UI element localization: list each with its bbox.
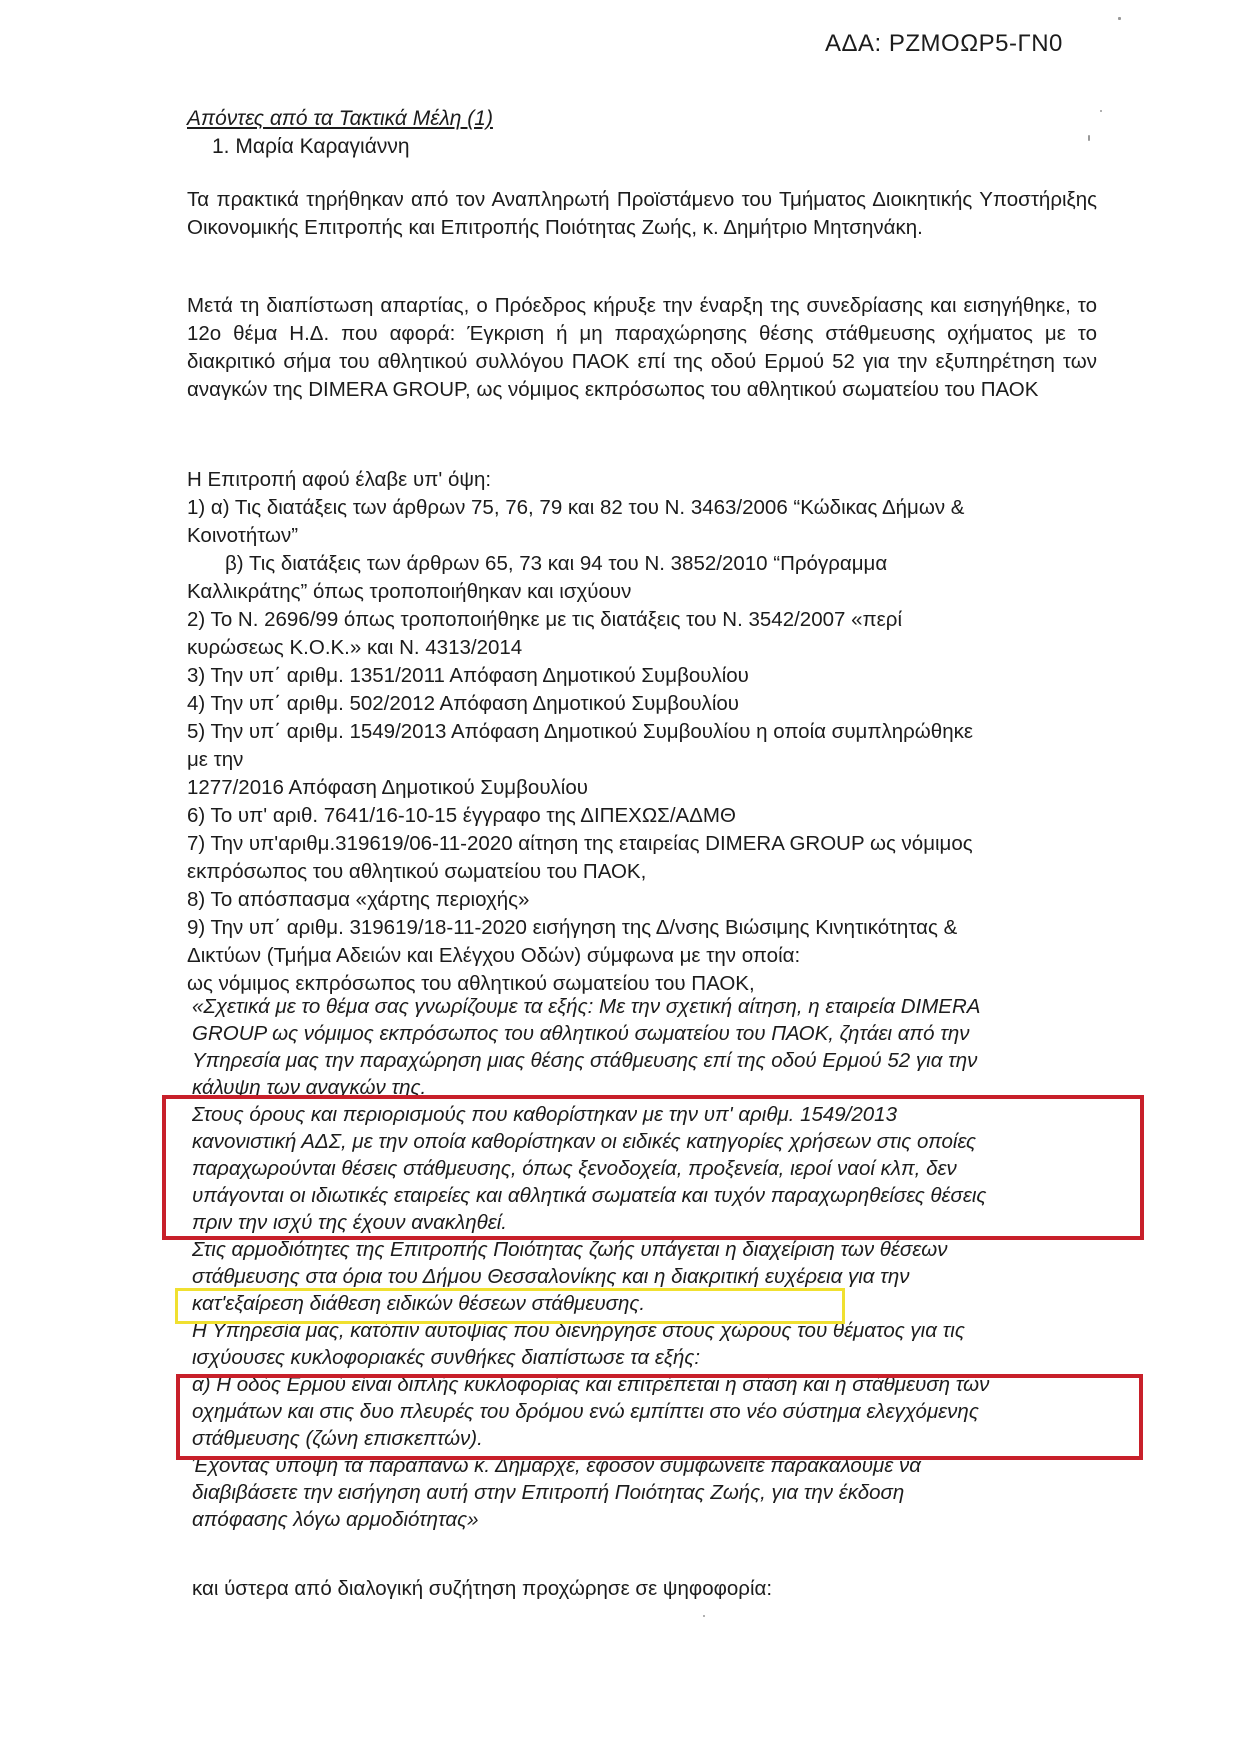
consideration-line: 2) Το Ν. 2696/99 όπως τροποποιήθηκε με τις διατάξεις του Ν. 3542/2007 «περί <box>187 608 902 631</box>
red-highlight-box-regulation <box>162 1095 1144 1240</box>
quote-line: στάθμευσης στα όρια του Δήμου Θεσσαλονίκης και η διακριτική ευχέρεια για την <box>192 1265 910 1288</box>
consideration-line: 1277/2016 Απόφαση Δημοτικού Συμβουλίου <box>187 776 588 799</box>
considerations-lead: Η Επιτροπή αφού έλαβε υπ' όψη: <box>187 468 492 491</box>
quote-line: οχημάτων και στις δυο πλευρές του δρόμου ενώ εμπίπτει στο νέο σύστημα ελεγχόμενης <box>192 1400 979 1423</box>
quote-line: GROUP ως νόμιμος εκπρόσωπος του αθλητικού σωματείου του ΠΑΟΚ, ζητάει από την <box>192 1022 970 1045</box>
quote-line: ισχύουσες κυκλοφοριακές συνθήκες διαπίστωσε τα εξής: <box>192 1346 701 1369</box>
quote-line: απόφασης λόγω αρμοδιότητας» <box>192 1508 479 1531</box>
consideration-line: εκπρόσωπος του αθλητικού σωματείου του ΠΑΟΚ, <box>187 860 647 883</box>
consideration-line: Δικτύων (Τμήμα Αδειών και Ελέγχου Οδών) σύμφωνα με την οποία: <box>187 944 801 967</box>
consideration-line: με την <box>187 748 244 771</box>
consideration-line: Κοινοτήτων” <box>187 524 299 547</box>
consideration-line: 3) Την υπ΄ αριθμ. 1351/2011 Απόφαση Δημοτικού Συμβουλίου <box>187 664 749 687</box>
session-intro-paragraph: Μετά τη διαπίστωση απαρτίας, ο Πρόεδρος κήρυξε την έναρξη της συνεδρίασης και εισηγήθηκε, το 12ο θέμα Η.Δ. που αφορά: Έγκριση ή μη παραχώρησης θέσης στάθμευσης οχήματος με το διακριτικό σήμα του αθλητικού συλλόγου ΠΑΟΚ επί της οδού Ερμού 52 για την εξυπηρέτηση των αναγκών της DIMERA GROUP, ως νόμιμος εκπρόσωπος του αθλητικού σωματείου του ΠΑΟΚ <box>187 294 1097 401</box>
quote-line: «Σχετικά με το θέμα σας γνωρίζουμε τα εξής: Με την σχετική αίτηση, η εταιρεία DIMERA <box>192 995 981 1018</box>
consideration-line: Καλλικράτης” όπως τροποποιήθηκαν και ισχύουν <box>187 580 632 603</box>
minutes-keeper-paragraph: Τα πρακτικά τηρήθηκαν από τον Αναπληρωτή Προϊστάμενο του Τμήματος Διοικητικής Υποστήριξης Οικονομικής Επιτροπής και Επιτροπής Ποιότητας Ζωής, κ. Δημήτριο Μητσηνάκη. <box>187 188 1097 239</box>
consideration-line: 7) Την υπ'αριθμ.319619/06-11-2020 αίτηση της εταιρείας DIMERA GROUP ως νόμιμος <box>187 832 973 855</box>
red-highlight-box-street <box>176 1374 1143 1460</box>
quote-line: υπάγονται οι ιδιωτικές εταιρείες και αθλητικά σωματεία και τυχόν παραχωρηθείσες θέσεις <box>192 1184 987 1207</box>
ada-code: ΑΔΑ: ΡΖΜΟΩΡ5-ΓΝ0 <box>825 30 1063 57</box>
quote-line: διαβιβάσετε την εισήγηση αυτή στην Επιτροπή Ποιότητας Ζωής, για την έκδοση <box>192 1481 905 1504</box>
quote-line: Έχοντας υπόψη τα παραπάνω κ. Δήμαρχε, εφόσον συμφωνείτε παρακαλούμε να <box>192 1454 921 1477</box>
consideration-line: 6) Το υπ' αριθ. 7641/16-10-15 έγγραφο της ΔΙΠΕΧΩΣ/ΑΔΜΘ <box>187 804 736 827</box>
consideration-line: κυρώσεως Κ.Ο.Κ.» και Ν. 4313/2014 <box>187 636 523 659</box>
quote-line: Υπηρεσία μας την παραχώρηση μιας θέσης στάθμευσης επί της οδού Ερμού 52 για την <box>192 1049 978 1072</box>
scan-speck <box>703 1615 705 1617</box>
scan-speck <box>1100 110 1102 112</box>
consideration-line: 4) Την υπ΄ αριθμ. 502/2012 Απόφαση Δημοτικού Συμβουλίου <box>187 692 740 715</box>
quote-line: Στις αρμοδιότητες της Επιτροπής Ποιότητας ζωής υπάγεται η διαχείριση των θέσεων <box>192 1238 948 1261</box>
quote-line: κατ'εξαίρεση διάθεση ειδικών θέσεων στάθμευσης. <box>192 1292 646 1315</box>
consideration-line: 9) Την υπ΄ αριθμ. 319619/18-11-2020 εισήγηση της Δ/νσης Βιώσιμης Κινητικότητας & <box>187 916 958 939</box>
quote-line: Στους όρους και περιορισμούς που καθορίστηκαν με την υπ' αριθμ. 1549/2013 <box>192 1103 897 1126</box>
absent-member-1: 1. Μαρία Καραγιάννη <box>212 135 410 158</box>
consideration-line: 5) Την υπ΄ αριθμ. 1549/2013 Απόφαση Δημοτικού Συμβουλίου η οποία συμπληρώθηκε <box>187 720 973 743</box>
quote-line: κανονιστική ΑΔΣ, με την οποία καθορίστηκαν οι ειδικές κατηγορίες χρήσεων στις οποίες <box>192 1130 976 1153</box>
consideration-line: 8) Το απόσπασμα «χάρτης περιοχής» <box>187 888 530 911</box>
quote-line: στάθμευσης (ζώνη επισκεπτών). <box>192 1427 483 1450</box>
quote-line: α) Η οδός Ερμού είναι διπλής κυκλοφορίας και επιτρέπεται η στάση και η στάθμευση των <box>192 1373 990 1396</box>
quote-line: πριν την ισχύ της έχουν ανακληθεί. <box>192 1211 507 1234</box>
scan-speck <box>1118 17 1121 20</box>
quote-line: κάλυψη των αναγκών της. <box>192 1076 427 1099</box>
considerations-list <box>187 466 1097 998</box>
consideration-line: 1) α) Τις διατάξεις των άρθρων 75, 76, 79 και 82 του Ν. 3463/2006 “Κώδικας Δήμων & <box>187 496 965 519</box>
closing-line: και ύστερα από διαλογική συζήτηση προχώρησε σε ψηφοφορία: <box>192 1577 773 1600</box>
yellow-highlight-box-exception <box>175 1288 845 1324</box>
consideration-line: β) Τις διατάξεις των άρθρων 65, 73 και 94 του Ν. 3852/2010 “Πρόγραμμα <box>225 552 888 575</box>
quote-line: Η Υπηρεσία μας, κατόπιν αυτοψίας που διενήργησε στους χώρους του θέματος για τις <box>192 1319 965 1342</box>
consideration-line: ως νόμιμος εκπρόσωπος του αθλητικού σωματείου του ΠΑΟΚ, <box>187 972 755 995</box>
quote-line: παραχωρούνται θέσεις στάθμευσης, όπως ξενοδοχεία, προξενεία, ιεροί ναοί κλπ, δεν <box>192 1157 957 1180</box>
scan-speck <box>1088 135 1090 141</box>
absent-members-heading: Απόντες από τα Τακτικά Μέλη (1) <box>187 107 493 130</box>
